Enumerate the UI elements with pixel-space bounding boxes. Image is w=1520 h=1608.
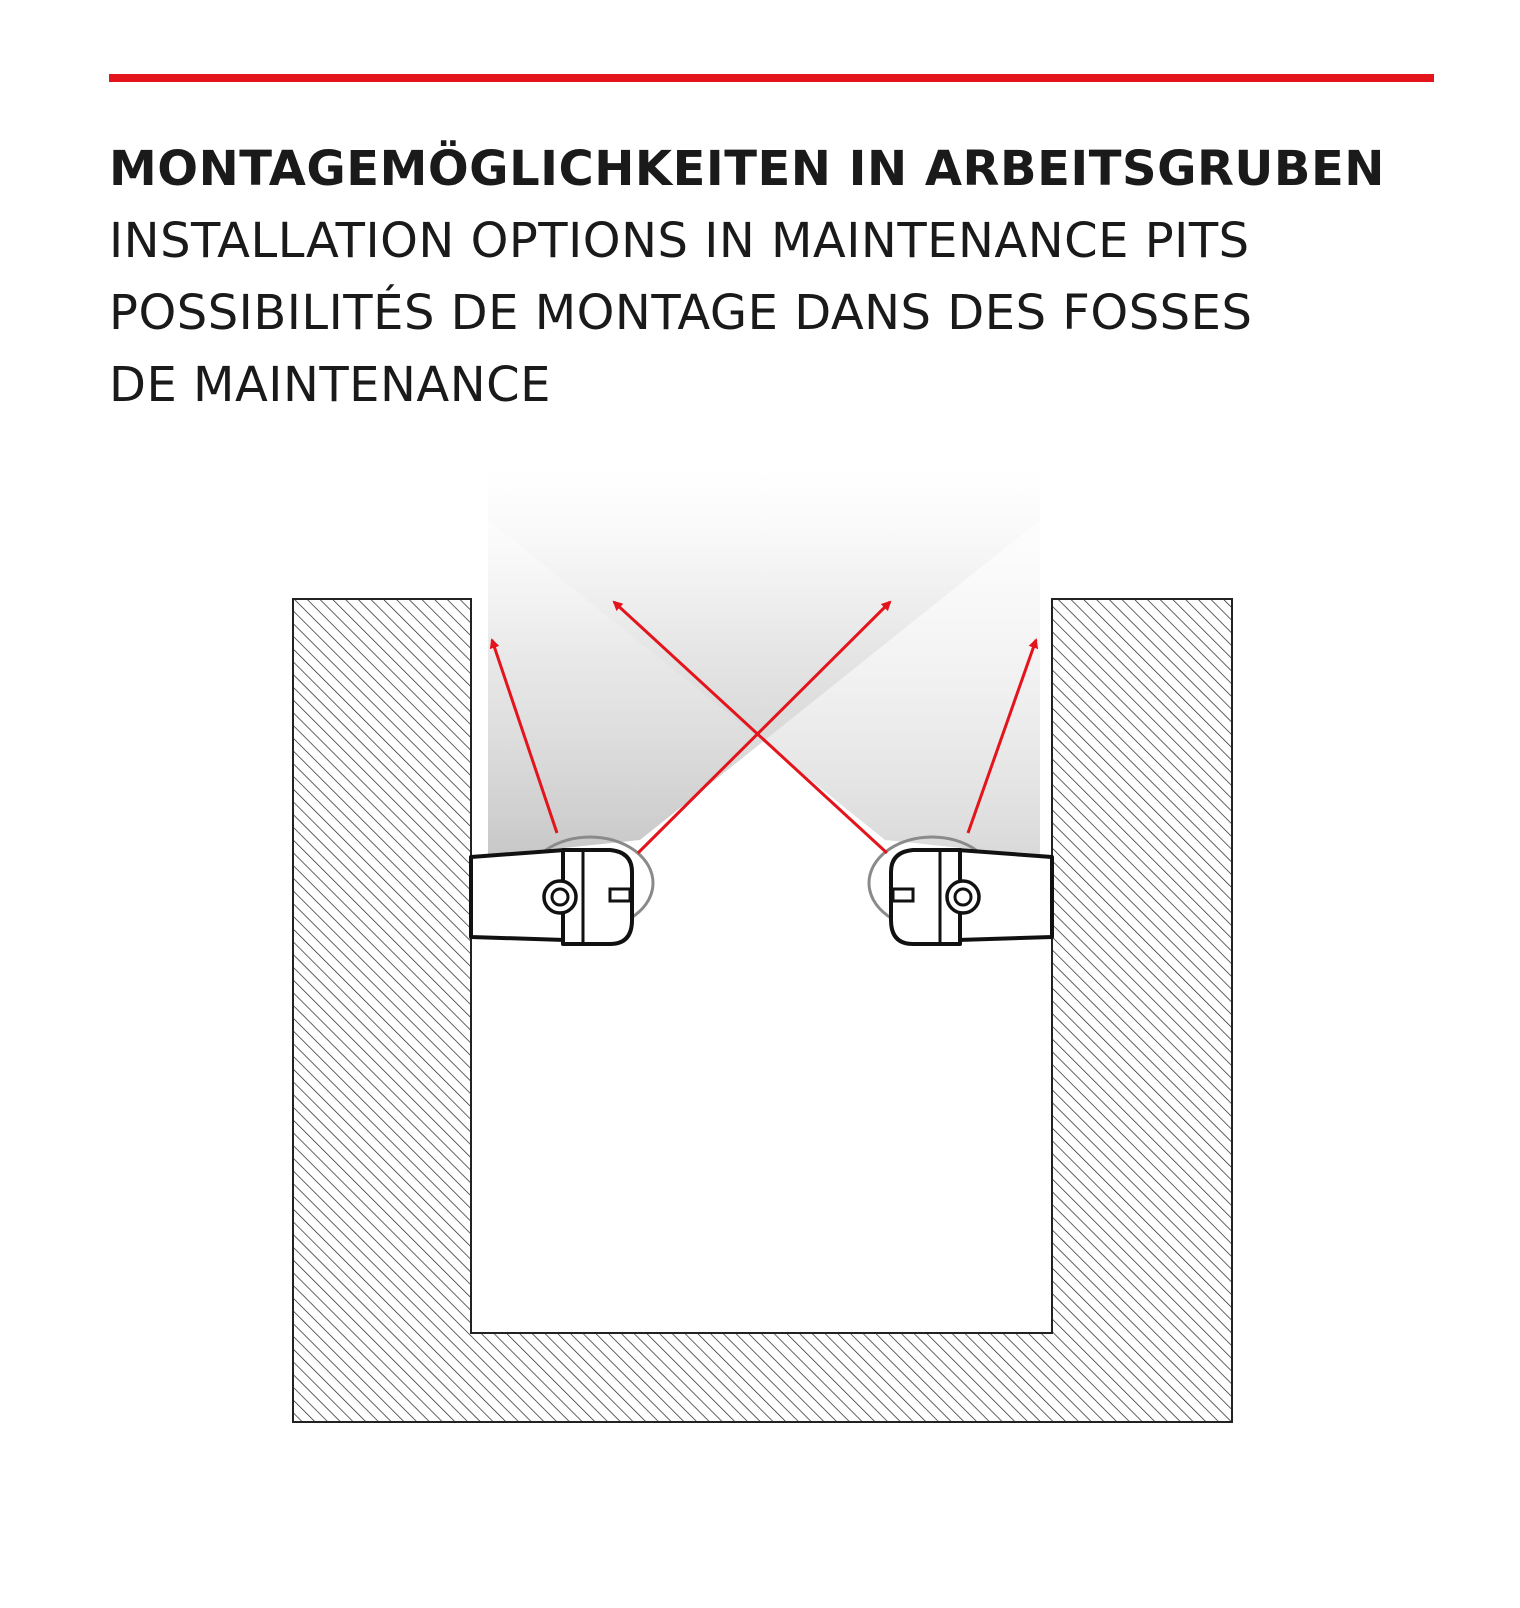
- light-cones: [488, 470, 1040, 860]
- title-french-line-1: POSSIBILITÉS DE MONTAGE DANS DES FOSSES: [109, 285, 1253, 341]
- lamp-icon-left: [471, 837, 653, 944]
- title-german: MONTAGEMÖGLICHKEITEN IN ARBEITSGRUBEN: [109, 141, 1385, 197]
- lamp-icon-right: [869, 837, 1052, 944]
- title-french-line-2: DE MAINTENANCE: [109, 357, 551, 413]
- title-english: INSTALLATION OPTIONS IN MAINTENANCE PITS: [109, 213, 1250, 269]
